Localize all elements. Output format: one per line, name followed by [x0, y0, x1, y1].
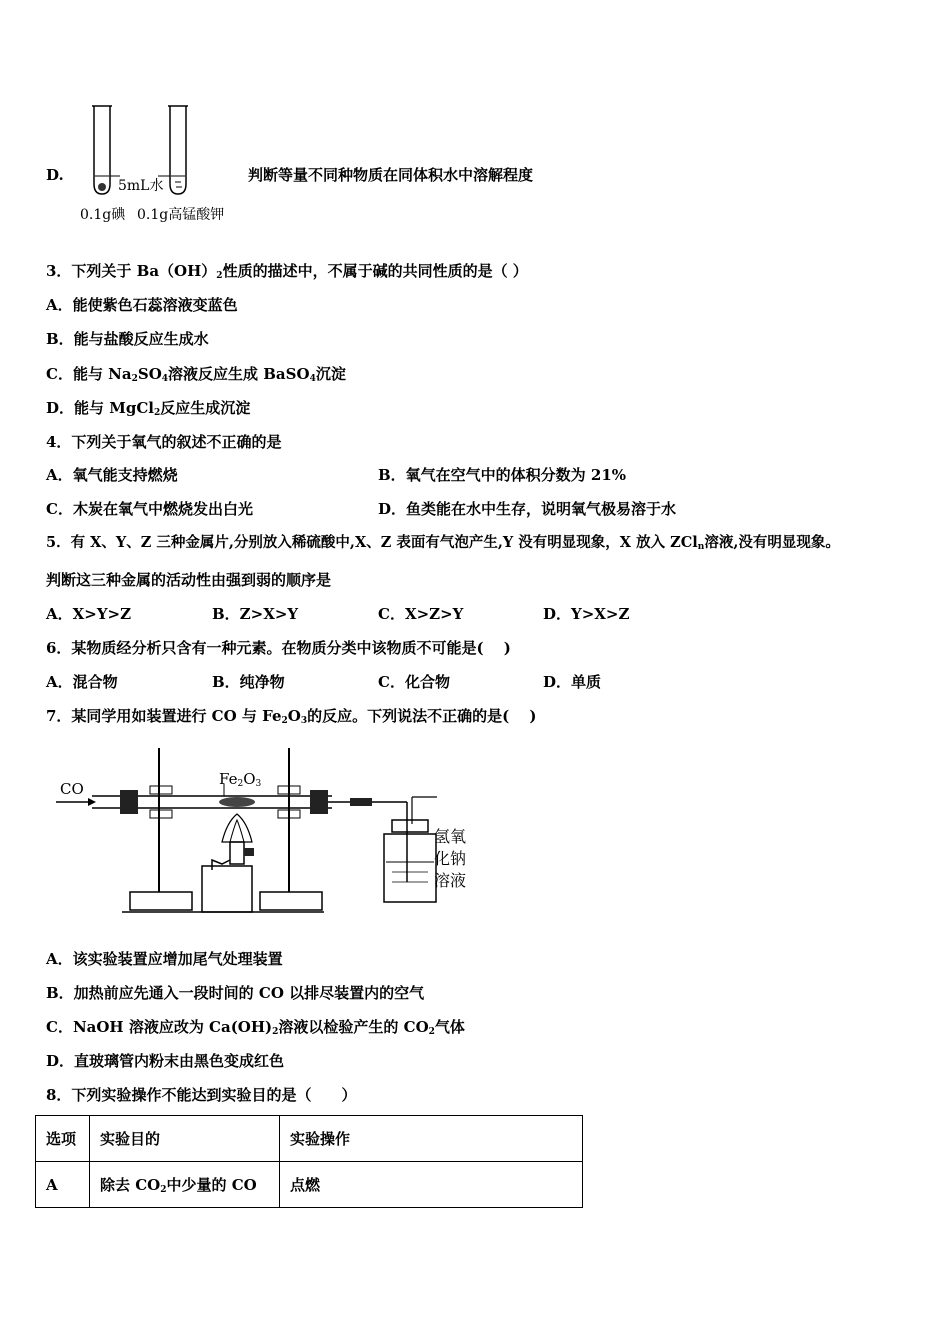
q8-stem: 8．下列实验操作不能达到实验目的是（ ）: [46, 1086, 357, 1104]
header-goal: 实验目的: [90, 1116, 280, 1162]
q5-option-b: B．Z>X>Y: [212, 605, 299, 623]
row-goal: 除去 $CO_2$中少量的 CO: [90, 1162, 280, 1208]
q2-option-d-text: 判断等量不同种物质在同体积水中溶解程度: [248, 166, 534, 184]
q6-option-c: C．化合物: [378, 673, 450, 691]
water-volume-label: 5mL水: [118, 178, 164, 194]
q5-stem-2: 判断这三种金属的活动性由强到弱的顺序是: [46, 571, 332, 589]
co-reduction-apparatus-figure: [52, 742, 482, 921]
q3-option-d: D．能与 MgCl$_2$反应生成沉淀: [46, 399, 251, 418]
q8-table: [35, 1115, 583, 1208]
q5-option-d: D．Y>X>Z: [543, 605, 630, 623]
table-header-row: [36, 1116, 583, 1162]
naoh-label-3: 溶液: [434, 871, 467, 890]
iodine-label: 0.1g碘: [80, 207, 126, 223]
q3-option-c: C．能与 $Na_2SO_4$溶液反应生成 BaSO$_4$沉淀: [46, 365, 346, 384]
fe2o3-label: $Fe_2O_3$: [219, 770, 262, 789]
table-row: [36, 1162, 583, 1208]
q3-option-a: A．能使紫色石蕊溶液变蓝色: [46, 296, 238, 314]
naoh-label-2: 化钠: [434, 849, 467, 868]
permanganate-label: 0.1g高锰酸钾: [137, 207, 225, 223]
q3-option-b: B．能与盐酸反应生成水: [46, 330, 209, 348]
q4-option-d: D．鱼类能在水中生存，说明氧气极易溶于水: [378, 500, 677, 518]
q4-option-b: B．氧气在空气中的体积分数为 21%: [378, 466, 627, 484]
q7-option-b: B．加热前应先通入一段时间的 CO 以排尽装置内的空气: [46, 984, 425, 1002]
q4-stem: 4．下列关于氧气的叙述不正确的是: [46, 433, 282, 451]
q5-option-c: C．X>Z>Y: [378, 605, 464, 623]
header-operation: 实验操作: [280, 1116, 583, 1162]
q7-stem: 7．某同学用如装置进行 CO 与 $Fe_2O_3$的反应。下列说法不正确的是( ): [46, 707, 537, 726]
q3-stem: 3．下列关于 $Ba(OH)_2$性质的描述中，不属于碱的共同性质的是（ ）: [46, 262, 528, 281]
q7-option-c: C．NaOH 溶液应改为 $Ca(OH)_2$溶液以检验产生的 $CO_2$气体: [46, 1018, 465, 1037]
row-operation: 点燃: [280, 1162, 583, 1208]
q5-stem: 5．有 X、Y、Z 三种金属片,分别放入稀硫酸中,X、Z 表面有气泡产生,Y 没有明显现象，X 放入 ZCl$_n$溶液,没有明显现象。: [46, 534, 840, 552]
q2-option-d-label: D.: [46, 166, 64, 184]
co-inlet-label: CO: [60, 780, 84, 798]
q6-stem: 6．某物质经分析只含有一种元素。在物质分类中该物质不可能是( ): [46, 639, 511, 657]
q6-option-a: A．混合物: [46, 673, 118, 691]
q4-option-c: C．木炭在氧气中燃烧发出白光: [46, 500, 253, 518]
q7-option-d: D．直玻璃管内粉末由黑色变成红色: [46, 1052, 285, 1070]
q6-option-b: B．纯净物: [212, 673, 285, 691]
q6-option-d: D．单质: [543, 673, 602, 691]
q4-option-a: A．氧气能支持燃烧: [46, 466, 178, 484]
row-option: A: [36, 1162, 90, 1208]
q5-option-a: A．X>Y>Z: [46, 605, 132, 623]
header-option: 选项: [36, 1116, 90, 1162]
q7-option-a: A．该实验装置应增加尾气处理装置: [46, 950, 283, 968]
naoh-label-1: 氢氧: [434, 827, 467, 846]
